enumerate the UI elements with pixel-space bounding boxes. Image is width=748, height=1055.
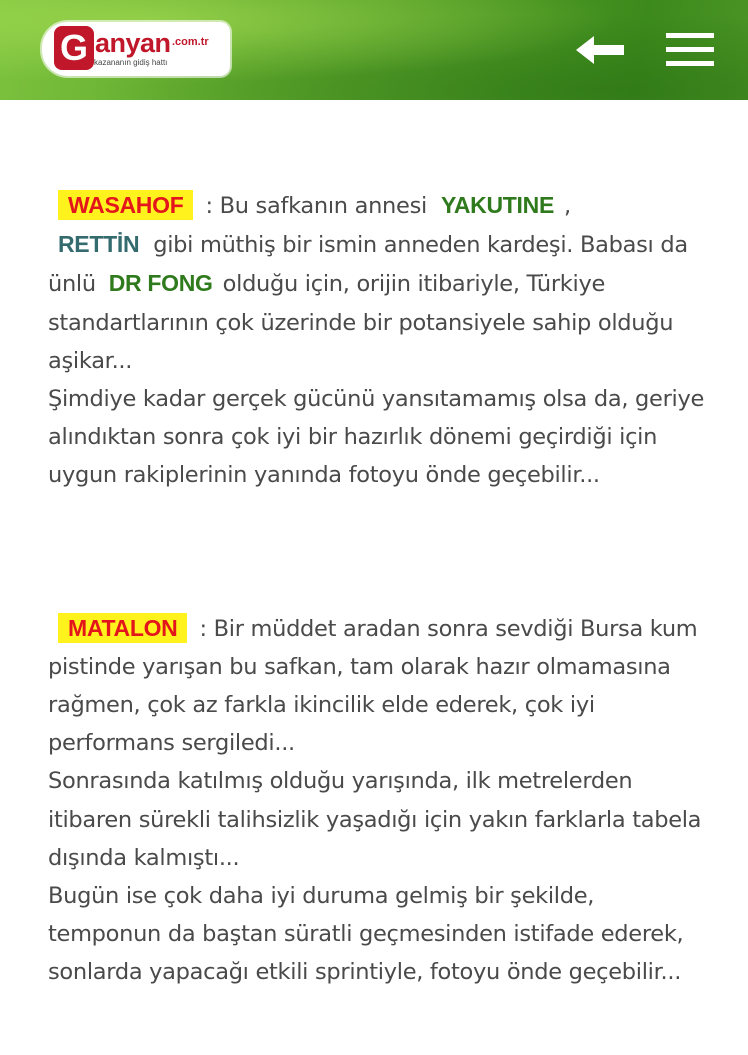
horse-name-highlight: MATALON bbox=[58, 613, 187, 643]
pedigree-father-name: DR FONG bbox=[108, 270, 213, 297]
back-button[interactable] bbox=[572, 30, 628, 70]
horse-block-matalon bbox=[48, 609, 708, 992]
horse-intro-paragraph bbox=[48, 609, 708, 992]
text-segment: Bugün ise çok daha iyi duruma gelmiş bir şekilde, temponun da baştan süratli geçmesinden istifade ederek, sonlarda yapacağı etkili sprintiyle, fotoyu önde geçebilir... bbox=[48, 883, 684, 986]
text-segment: , bbox=[564, 193, 571, 219]
text-segment: Sonrasında katılmış olduğu yarışında, ilk metrelerden itibaren sürekli talihsizlik yaşadığı için yakın farklarla tabela dışında kalmıştı... bbox=[48, 768, 702, 871]
arrow-left-icon bbox=[572, 30, 628, 70]
ganyan-logo[interactable] bbox=[42, 22, 230, 76]
article-content bbox=[48, 186, 708, 992]
text-segment: Şimdiye kadar gerçek gücünü yansıtamamış olsa da, geriye alındıktan sonra çok iyi bir hazırlık dönemi geçirdiği için uygun rakiplerinin yanında fotoyu önde geçebilir... bbox=[48, 386, 705, 489]
pedigree-sibling-name: RETTİN bbox=[58, 231, 140, 258]
hamburger-menu-icon bbox=[664, 30, 716, 70]
site-header bbox=[0, 0, 748, 100]
text-segment: olduğu için, orijin itibariyle, Türkiye standartlarının çok üzerinde bir potansiyele sahip olduğu aşikar... bbox=[48, 271, 674, 374]
logo-g-mark: G bbox=[54, 26, 94, 70]
logo-slogan: kazananın gidiş hattı bbox=[94, 58, 168, 67]
text-segment: : Bir müddet aradan sonra sevdiği Bursa kum pistinde yarışan bu safkan, tam olarak hazır olmamasına rağmen, çok az farkla ikincilik elde ederek, çok iyi performans sergiledi... bbox=[48, 615, 698, 757]
pedigree-mother-name: YAKUTINE bbox=[440, 192, 554, 218]
logo-name: anyan bbox=[95, 28, 171, 58]
horse-block-wasahof bbox=[48, 186, 708, 495]
menu-button[interactable] bbox=[664, 30, 716, 70]
horse-intro-paragraph bbox=[48, 186, 708, 495]
text-segment: : Bu safkanın annesi bbox=[205, 193, 427, 219]
horse-name-highlight: WASAHOF bbox=[58, 190, 193, 220]
text-segment: gibi müthiş bir ismin anneden kardeşi. Babası da ünlü bbox=[48, 232, 688, 298]
logo-domain: .com.tr bbox=[172, 36, 209, 48]
